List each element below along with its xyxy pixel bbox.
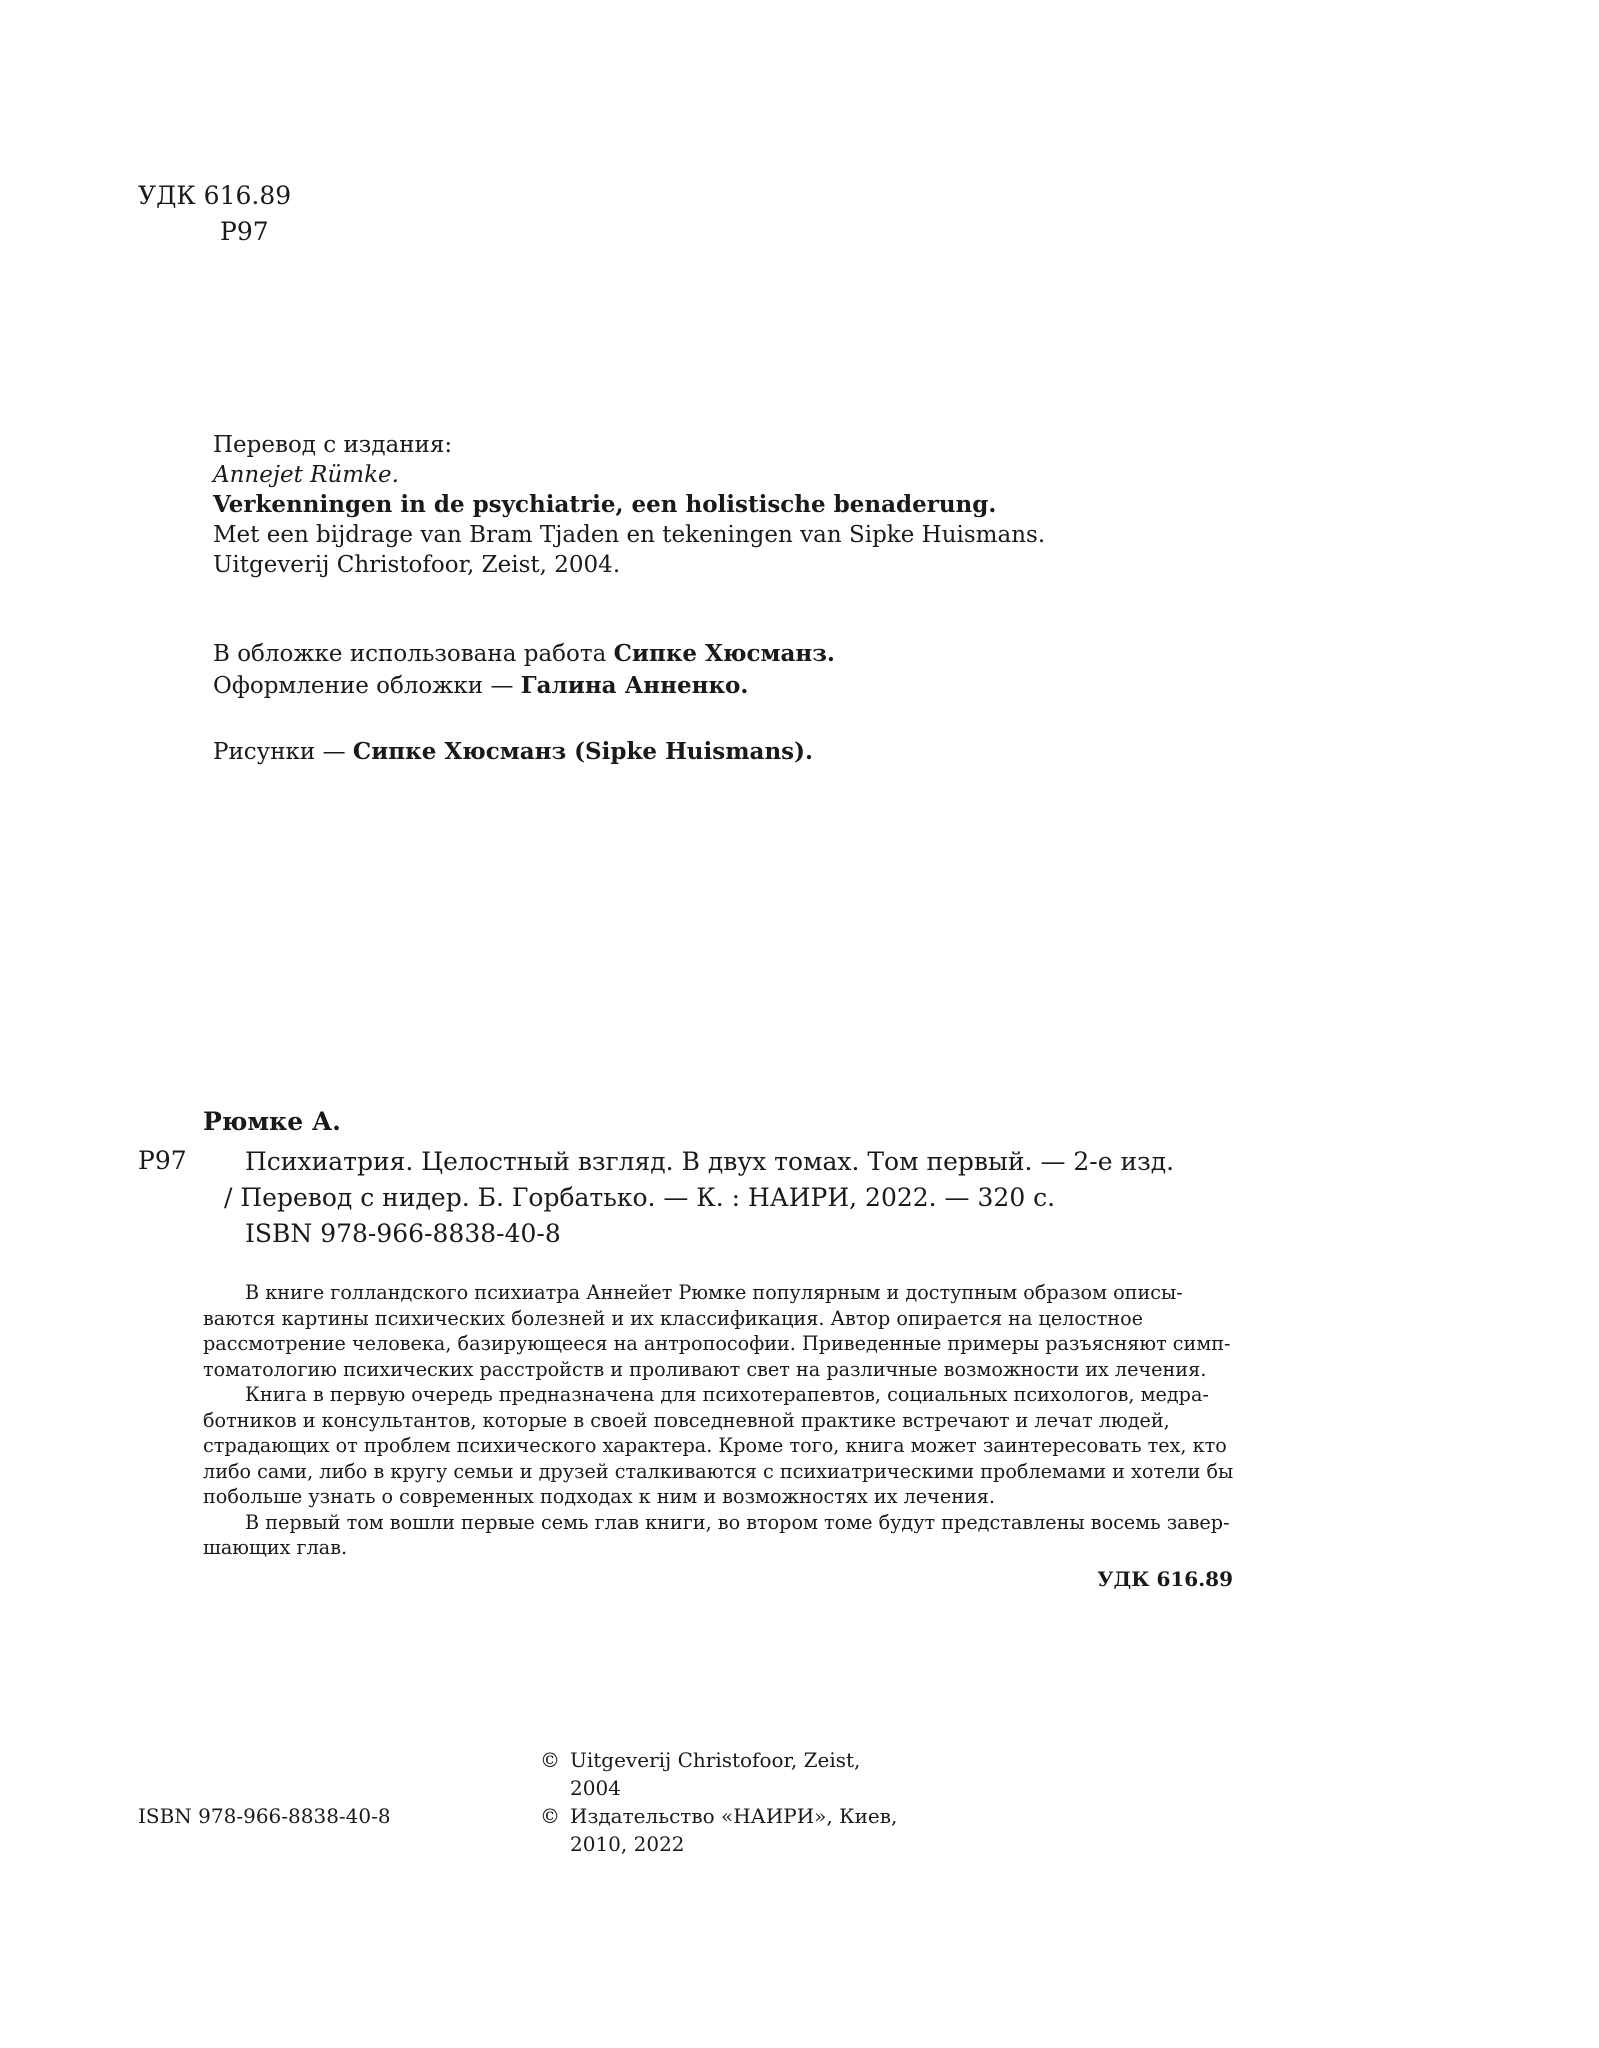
- abstract-line: шающих глав.: [203, 1536, 348, 1559]
- copyright-line: [540, 1746, 897, 1774]
- source-author: Annejet Rümke.: [213, 462, 399, 488]
- bib-author: Рюмке А.: [203, 1107, 341, 1136]
- spacer: [213, 702, 835, 736]
- copyright-icon: ©: [540, 1748, 560, 1772]
- abstract-line: В первый том вошли первые семь глав книги, во втором томе будут представлены восемь завер-: [245, 1510, 1230, 1534]
- bib-bbk: Р97: [138, 1146, 187, 1175]
- abstract-line: томатологию психических расстройств и проливают свет на различные возможности их лечения.: [203, 1357, 1207, 1381]
- abstract-line: ваются картины психических болезней и их классификация. Автор опирается на целостное: [203, 1306, 1143, 1330]
- cover-art-name: Сипке Хюсманз.: [613, 640, 835, 667]
- bib-record: [224, 1144, 1175, 1252]
- drawings-name: Сипке Хюсманз (Sipke Huismans).: [352, 738, 814, 765]
- abstract-line: В книге голландского психиатра Аннейет Рюмке популярным и доступным образом описы-: [245, 1281, 1183, 1304]
- abstract-line: ботников и консультантов, которые в своей повседневной практике встречают и лечат людей,: [203, 1408, 1170, 1432]
- abstract-line: страдающих от проблем психического характера. Кроме того, книга может заинтересовать тех, кто: [203, 1434, 1227, 1457]
- abstract-line: побольше узнать о современных подходах к ним и возможностях их лечения.: [203, 1485, 995, 1508]
- drawings-credit: [213, 736, 835, 768]
- top-classification: [138, 178, 291, 250]
- abstract: [203, 1280, 1233, 1561]
- udk-code: УДК 616.89: [138, 181, 292, 210]
- abstract-line: либо сами, либо в кругу семьи и друзей сталкиваются с психиатрическими проблемами и хотели бы: [203, 1459, 1234, 1483]
- bottom-udk: УДК 616.89: [1097, 1567, 1233, 1591]
- cover-design-name: Галина Анненко.: [520, 672, 749, 699]
- abstract-line: Книга в первую очередь предназначена для психотерапевтов, социальных психологов, медра-: [245, 1383, 1209, 1406]
- source-edition: [213, 430, 1045, 580]
- source-title: Verkenningen in de psychiatrie, een holistische benaderung.: [213, 491, 997, 518]
- cover-design-credit: [213, 670, 835, 702]
- copyright-line: [540, 1802, 897, 1830]
- bib-line-1: Психиатрия. Целостный взгляд. В двух томах. Том первый. — 2-е изд.: [245, 1147, 1175, 1176]
- copyright-year-1: 2004: [570, 1776, 621, 1800]
- cover-art-credit: [213, 638, 835, 670]
- copyright-holder-1: Uitgeverij Christofoor, Zeist,: [570, 1748, 861, 1772]
- source-contributors: Met een bijdrage van Bram Tjaden en tekeningen van Sipke Huismans.: [213, 522, 1046, 548]
- copyright-holder-2: Издательство «НАИРИ», Киев,: [570, 1804, 898, 1828]
- bib-isbn: ISBN 978-966-8838-40-8: [245, 1219, 561, 1248]
- source-heading: Перевод с издания:: [213, 432, 453, 458]
- credits: [213, 638, 835, 768]
- bib-line-2: / Перевод с нидер. Б. Горбатько. — К. : НАИРИ, 2022. — 320 с.: [224, 1183, 1056, 1212]
- abstract-line: рассмотрение человека, базирующееся на антропософии. Приведенные примеры разъясняют симп-: [203, 1332, 1231, 1355]
- source-publisher: Uitgeverij Christofoor, Zeist, 2004.: [213, 552, 621, 578]
- drawings-label: Рисунки —: [213, 739, 353, 765]
- bbk-code: Р97: [220, 217, 269, 246]
- copyright-year-2: 2010, 2022: [570, 1832, 685, 1856]
- copyright-block: [540, 1746, 897, 1858]
- bottom-isbn: ISBN 978-966-8838-40-8: [138, 1804, 391, 1828]
- copyright-icon: ©: [540, 1804, 560, 1828]
- cover-art-label: В обложке использована работа: [213, 641, 614, 667]
- cover-design-label: Оформление обложки —: [213, 673, 521, 699]
